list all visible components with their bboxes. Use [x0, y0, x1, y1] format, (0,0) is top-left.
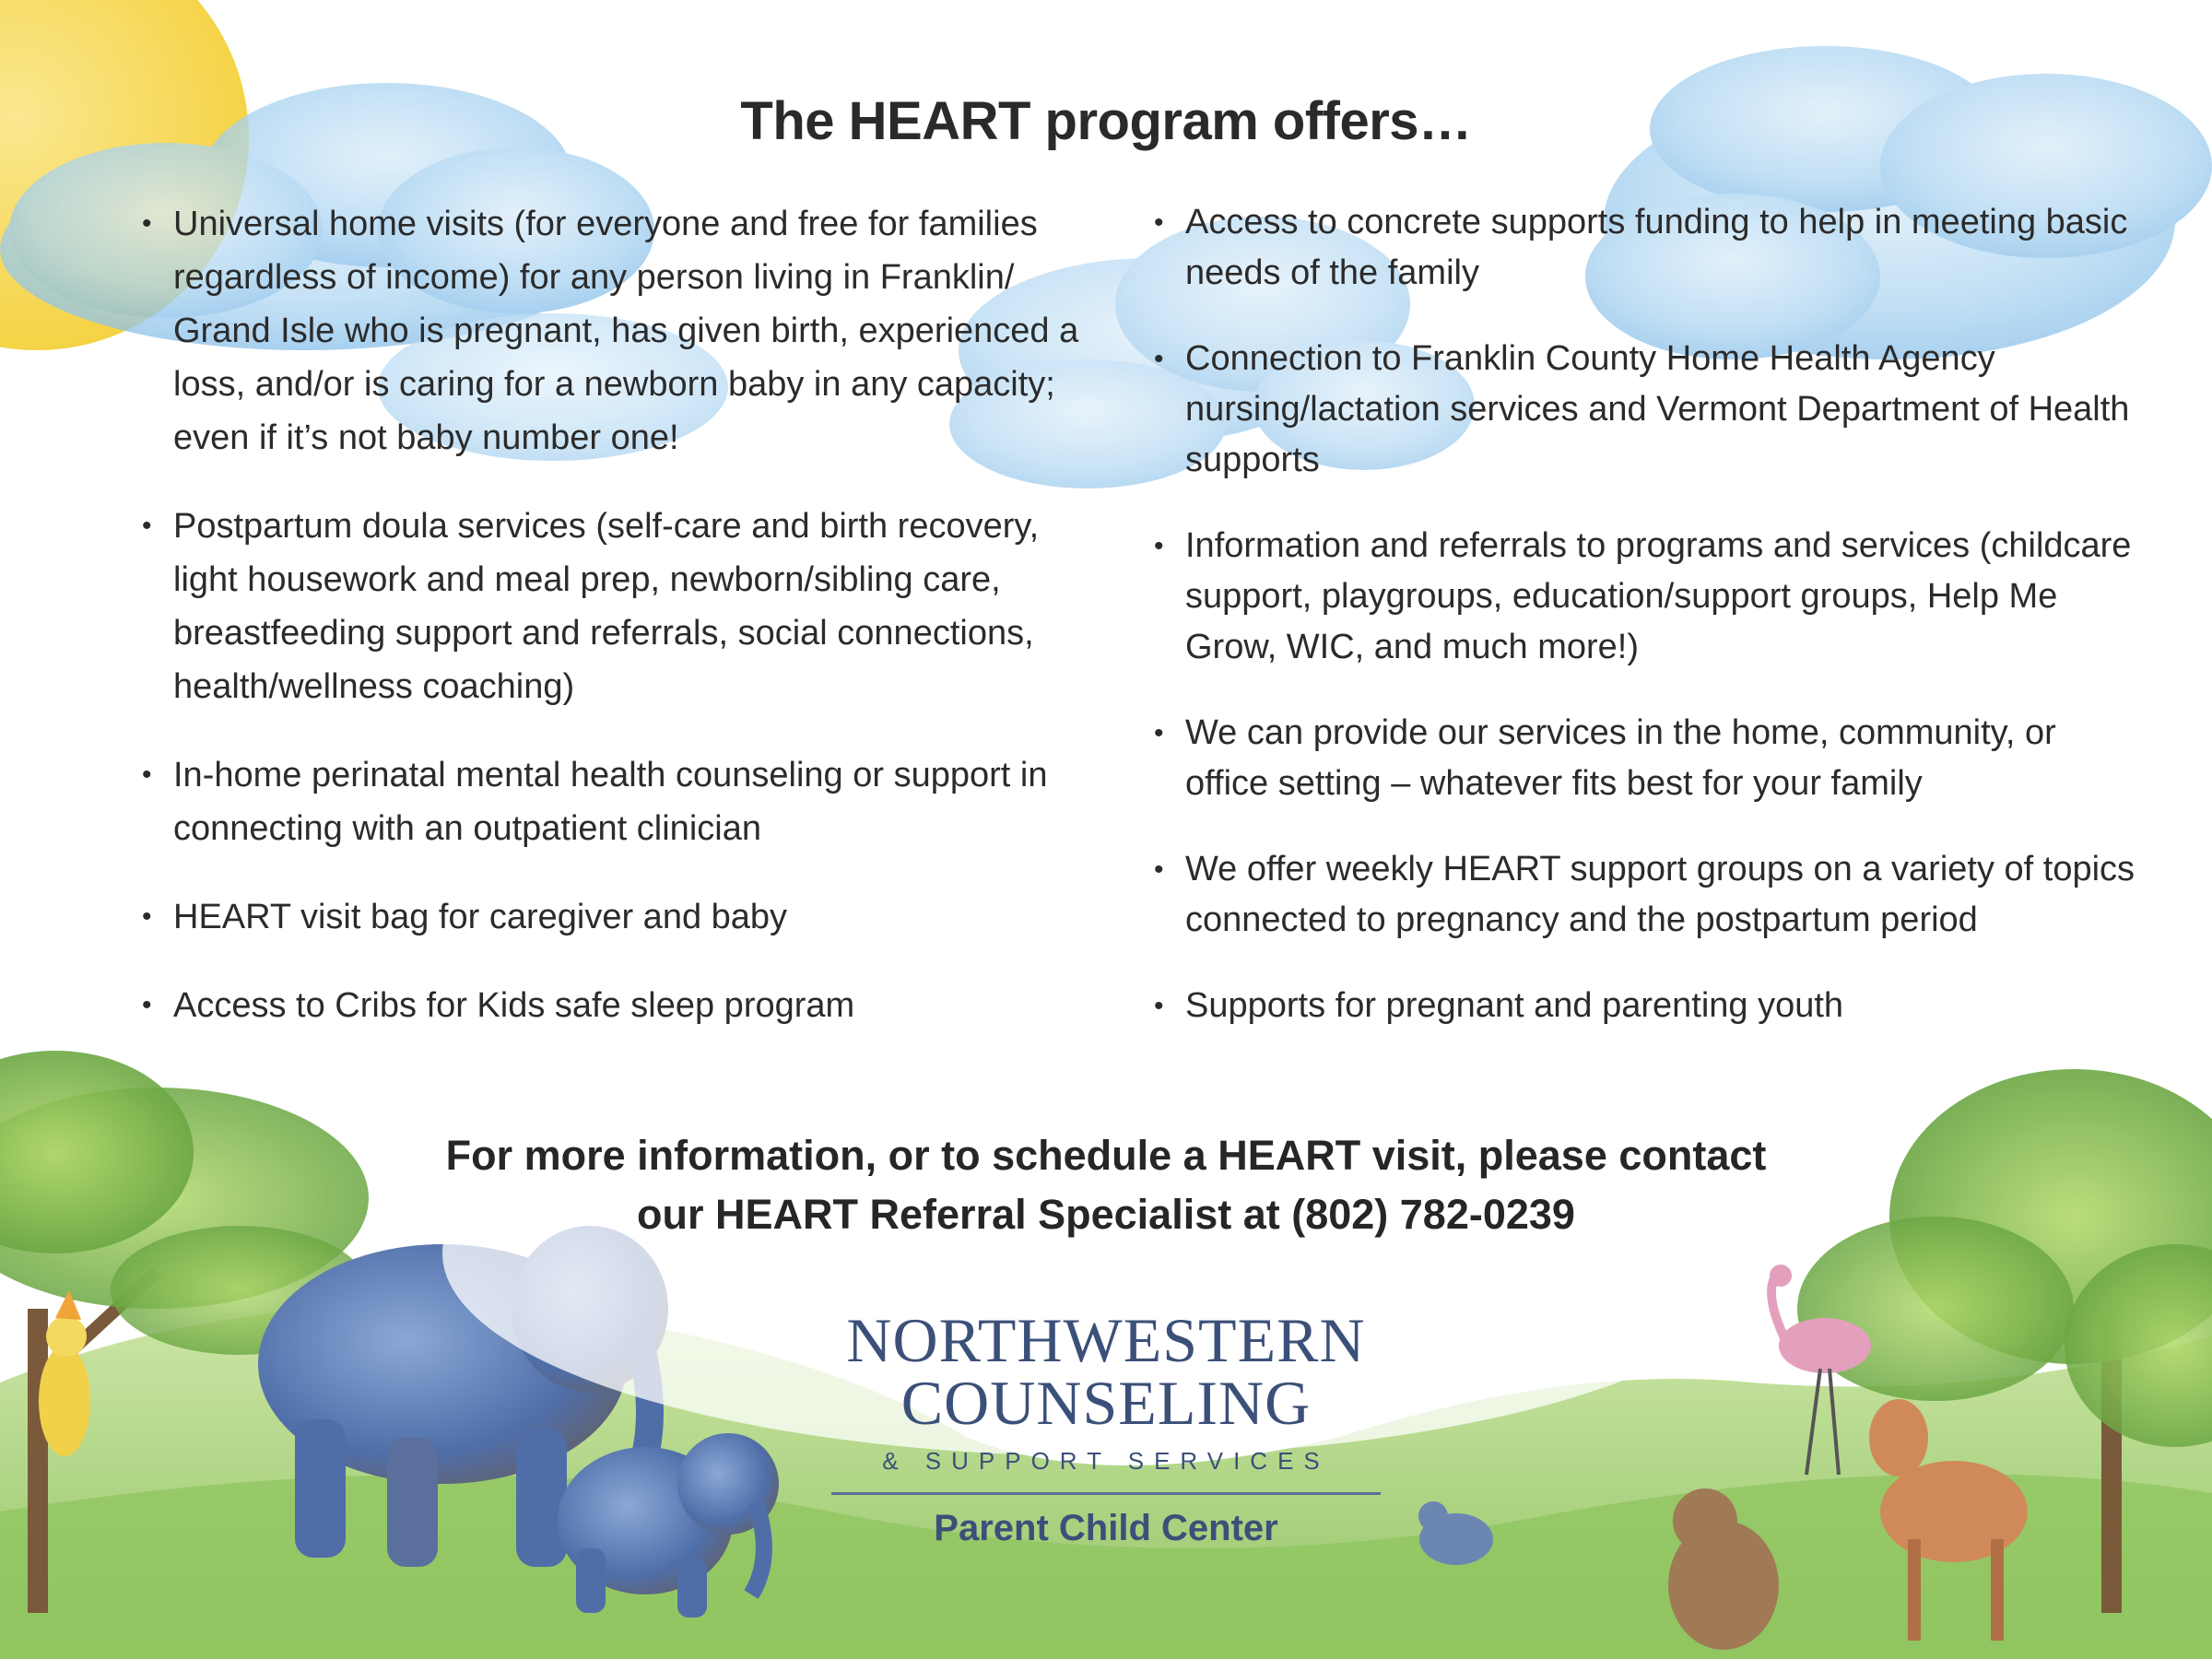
logo-line-parent-child-center: Parent Child Center — [934, 1508, 1278, 1548]
list-item-text: Information and referrals to programs and services (childcare support, playgroups, education/support groups, Help Me Grow, WIC, and much more!) — [1185, 526, 2132, 666]
list-item — [138, 979, 1097, 1032]
bullet-icon: • — [1154, 344, 1164, 374]
list-item — [1150, 334, 2136, 486]
bullet-icon: • — [142, 901, 152, 932]
list-item-text: Access to concrete supports funding to help in meeting basic needs of the family — [1185, 203, 2128, 292]
list-item — [138, 748, 1097, 855]
list-item — [1150, 844, 2136, 946]
bullet-icon: • — [142, 511, 152, 541]
list-item-text: We offer weekly HEART support groups on a variety of topics connected to pregnancy and the postpartum period — [1185, 850, 2136, 939]
bullet-icon: • — [1154, 991, 1164, 1021]
contact-info — [276, 1126, 1936, 1244]
list-item-text: Universal home visits (for everyone and free for families regardless of income) for any person living in Franklin/ Grand Isle who is pregnant, has given birth, experienced a loss, and/or is caring for a newborn baby in any capacity; even if it’s not baby number one! — [173, 205, 1079, 457]
bullet-icon: • — [1154, 718, 1164, 748]
list-item-text: Postpartum doula services (self-care and birth recovery, light housework and meal prep, newborn/sibling care, breastfeeding support and referrals, social connections, health/wellness coaching) — [173, 507, 1040, 706]
list-item-text: We can provide our services in the home, community, or office setting – whatever fits best for your family — [1185, 713, 2056, 803]
bullet-icon: • — [1154, 531, 1164, 561]
list-item-text: Access to Cribs for Kids safe sleep program — [173, 986, 855, 1025]
bullet-icon: • — [1154, 207, 1164, 238]
list-item — [1150, 981, 2136, 1031]
logo-divider — [831, 1492, 1381, 1495]
logo-line-counseling: COUNSELING — [900, 1368, 1312, 1438]
list-item — [138, 500, 1097, 713]
logo-line-support-services: & SUPPORT SERVICES — [882, 1447, 1330, 1475]
bullet-icon: • — [142, 759, 152, 790]
bullet-icon: • — [142, 208, 152, 239]
list-item — [1150, 521, 2136, 673]
list-item-text: HEART visit bag for caregiver and baby — [173, 898, 788, 936]
list-item — [138, 890, 1097, 944]
list-item-text: Supports for pregnant and parenting youth — [1185, 986, 1844, 1025]
list-item — [138, 197, 1097, 465]
offer-list-left — [138, 197, 1097, 1032]
logo-line-northwestern: NORTHWESTERN — [846, 1305, 1366, 1375]
list-item — [1150, 708, 2136, 809]
offer-list-right — [1150, 197, 2136, 1066]
contact-line-1: For more information, or to schedule a HEART visit, please contact — [445, 1132, 1767, 1179]
list-item — [1150, 197, 2136, 299]
bullet-icon: • — [142, 990, 152, 1020]
list-item-text: Connection to Franklin County Home Health Agency nursing/lactation services and Vermont Department of Health supports — [1185, 339, 2130, 479]
organization-logo — [811, 1305, 1401, 1549]
contact-line-2: our HEART Referral Specialist at (802) 782-0239 — [637, 1191, 1575, 1238]
bullet-icon: • — [1154, 854, 1164, 885]
list-item-text: In-home perinatal mental health counseling or support in connecting with an outpatient clinician — [173, 756, 1048, 848]
page-title: The HEART program offers… — [740, 91, 1472, 151]
